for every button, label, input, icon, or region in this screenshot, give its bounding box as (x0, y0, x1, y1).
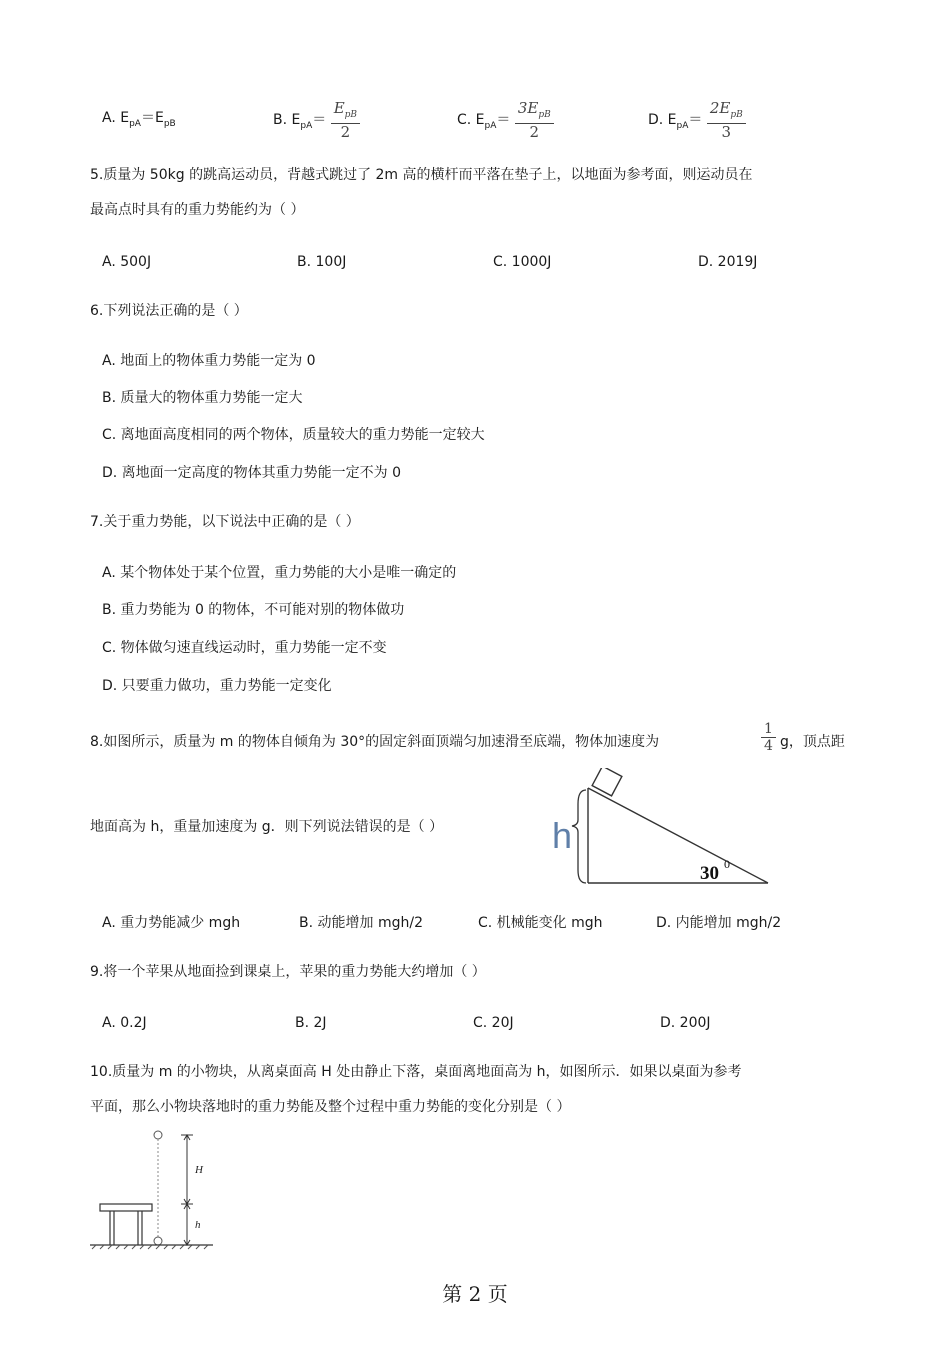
q4-option-b: B. $E_{pA}=$ $\frac{E_{pB}}{2}$ (273, 100, 360, 140)
q8-option-b: B. 动能增加 mgh/2 (299, 915, 423, 931)
q10-stem-line1: 10.质量为 m 的小物块，从离桌面高 H 处由静止下落，桌面离地面高为 h，如图所示．如果以桌面为参考 (90, 1064, 742, 1080)
q7-option-d: D. 只要重力做功，重力势能一定变化 (102, 678, 332, 694)
q7-option-a: A. 某个物体处于某个位置，重力势能的大小是唯一确定的 (102, 565, 457, 581)
incline-figure (548, 768, 778, 893)
q5-option-d: D. 2019J (698, 254, 758, 270)
block-end-ball (154, 1237, 162, 1245)
block-start-ball (154, 1131, 162, 1139)
sliding-block (592, 768, 622, 796)
q5-stem-line1: 5.质量为 50kg 的跳高运动员，背越式跳过了 2m 高的横杆而平落在垫子上，以地面为参考面，则运动员在 (90, 167, 753, 183)
q6-option-a: A. 地面上的物体重力势能一定为 0 (102, 353, 316, 369)
page-number: 第 2 页 (442, 1282, 508, 1306)
q8-stem-line2: 地面高为 h，重量加速度为 g．则下列说法错误的是（ ） (90, 819, 444, 835)
q7-stem: 7.关于重力势能，以下说法中正确的是（ ） (90, 514, 360, 530)
q9-option-c: C. 20J (473, 1015, 514, 1031)
angle-degree-mark: 0 (724, 857, 730, 871)
fraction: $\frac{3E_{pB}}{2}$ (515, 100, 554, 140)
height-brace (572, 790, 586, 883)
q6-option-b: B. 质量大的物体重力势能一定大 (102, 390, 303, 406)
falling-block-figure (88, 1125, 223, 1250)
q5-option-b: B. 100J (297, 254, 347, 270)
q8-stem-line1: 8.如图所示，质量为 m 的物体自倾角为 30°的固定斜面顶端匀加速滑至底端，物体加速度为 (90, 734, 660, 750)
label-H: H (195, 1164, 203, 1176)
q6-option-c: C. 离地面高度相同的两个物体，质量较大的重力势能一定较大 (102, 427, 485, 443)
q6-stem: 6.下列说法正确的是（ ） (90, 303, 248, 319)
angle-label: 30 (700, 863, 719, 884)
table-top (100, 1204, 152, 1211)
q9-stem: 9.将一个苹果从地面捡到课桌上，苹果的重力势能大约增加（ ） (90, 964, 486, 980)
fraction: $\frac{2E_{pB}}{3}$ (707, 100, 746, 140)
q7-option-b: B. 重力势能为 0 的物体，不可能对别的物体做功 (102, 602, 405, 618)
q5-stem-line2: 最高点时具有的重力势能约为（ ） (90, 202, 305, 218)
q10-stem-line2: 平面，那么小物块落地时的重力势能及整个过程中重力势能的变化分别是（ ） (90, 1099, 571, 1115)
q8-option-c: C. 机械能变化 mgh (478, 915, 603, 931)
q9-option-b: B. 2J (295, 1015, 327, 1031)
q8-stem-line1-tail: g，顶点距 (780, 734, 845, 750)
q9-option-a: A. 0.2J (102, 1015, 147, 1031)
q5-option-c: C. 1000J (493, 254, 552, 270)
incline-hypotenuse (588, 788, 768, 883)
q8-option-a: A. 重力势能减少 mgh (102, 915, 241, 931)
q4-option-c: C. $E_{pA}=$ $\frac{3E_{pB}}{2}$ (457, 100, 554, 140)
q8-option-d: D. 内能增加 mgh/2 (656, 915, 782, 931)
q8-acceleration-fraction: $\frac{1}{4}$ (761, 721, 776, 754)
label-h: h (195, 1219, 201, 1231)
q4-option-d: D. $E_{pA}=$ $\frac{2E_{pB}}{3}$ (648, 100, 746, 140)
q4-option-a: A. $E_{pA}=E_{pB}$ (102, 110, 176, 129)
q6-option-d: D. 离地面一定高度的物体其重力势能一定不为 0 (102, 465, 402, 481)
height-label: h (552, 815, 573, 856)
q5-option-a: A. 500J (102, 254, 152, 270)
q9-option-d: D. 200J (660, 1015, 711, 1031)
q7-option-c: C. 物体做匀速直线运动时，重力势能一定不变 (102, 640, 387, 656)
fraction: $\frac{E_{pB}}{2}$ (331, 100, 360, 140)
